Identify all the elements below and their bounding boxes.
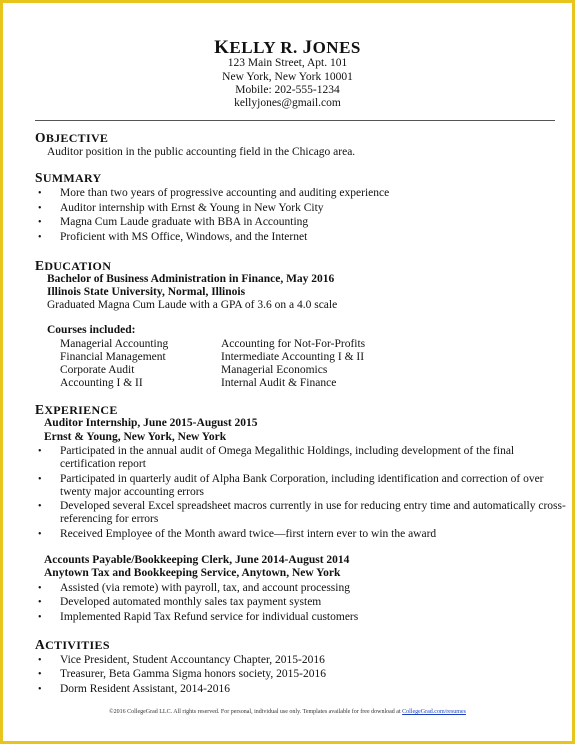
mobile: Mobile: 202-555-1234 <box>235 84 340 96</box>
job-title: Accounts Payable/Bookkeeping Clerk, June 2014-August 2014 <box>44 554 350 566</box>
summary-item: More than two years of progressive accounting and auditing experience <box>60 187 390 199</box>
school: Illinois State University, Normal, Illinois <box>47 286 246 298</box>
bullet: • <box>38 217 42 228</box>
courses-label: Courses included: <box>47 324 136 336</box>
address-line-2: New York, New York 10001 <box>222 71 353 83</box>
bullet: • <box>38 583 42 594</box>
objective-heading: OBJECTIVE <box>35 130 109 145</box>
bullet: • <box>38 188 42 199</box>
activity-item: Dorm Resident Assistant, 2014-2016 <box>60 683 230 695</box>
job-item: Participated in the annual audit of Omega Megalithic Holdings, including development of the final <box>60 445 515 457</box>
course: Managerial Accounting <box>60 338 169 350</box>
summary-item: Magna Cum Laude graduate with BBA in Accounting <box>60 216 309 228</box>
degree: Bachelor of Business Administration in Finance, May 2016 <box>47 273 335 285</box>
activity-item: Vice President, Student Accountancy Chapter, 2015-2016 <box>60 654 325 666</box>
course: Intermediate Accounting I & II <box>221 351 365 363</box>
summary-item: Proficient with MS Office, Windows, and the Internet <box>60 231 308 243</box>
bullet: • <box>38 232 42 243</box>
course: Managerial Economics <box>221 364 328 376</box>
bullet: • <box>38 203 42 214</box>
job-item: Participated in quarterly audit of Alpha Bank Corporation, including identification and correction of over <box>60 473 544 485</box>
bullet: • <box>38 597 42 608</box>
gpa: Graduated Magna Cum Laude with a GPA of 3.6 on a 4.0 scale <box>47 299 338 311</box>
bullet: • <box>38 474 42 485</box>
bullet: • <box>38 529 42 540</box>
course: Internal Audit & Finance <box>221 377 337 389</box>
course: Accounting for Not-For-Profits <box>221 338 366 350</box>
job-item-cont: certification report <box>60 458 146 470</box>
job-item: Assisted (via remote) with payroll, tax, and account processing <box>60 582 350 594</box>
job-company: Ernst & Young, New York, New York <box>44 431 227 443</box>
course: Corporate Audit <box>60 364 135 376</box>
course: Financial Management <box>60 351 166 363</box>
footer-link[interactable]: CollegeGrad.com/resumes <box>402 709 466 715</box>
bullet: • <box>38 612 42 623</box>
experience-heading: EXPERIENCE <box>35 402 118 417</box>
name-rest: ONES <box>312 38 361 57</box>
footer <box>0 709 575 715</box>
bullet: • <box>38 655 42 666</box>
bullet: • <box>38 501 42 512</box>
bullet: • <box>38 446 42 457</box>
bullet: • <box>38 669 42 680</box>
name-cap: K <box>214 37 230 58</box>
job-item: Implemented Rapid Tax Refund service for individual customers <box>60 611 359 623</box>
job-item-cont: twenty major accounting errors <box>60 486 205 498</box>
objective-text: Auditor position in the public accounting field in the Chicago area. <box>47 146 356 158</box>
bullet: • <box>38 684 42 695</box>
job-item: Received Employee of the Month award twice—first intern ever to win the award <box>60 528 437 540</box>
activity-item: Treasurer, Beta Gamma Sigma honors society, 2015-2016 <box>60 668 327 680</box>
name-cap: J <box>302 37 313 58</box>
header-divider <box>35 120 555 121</box>
footer-text: ©2016 CollegeGrad LLC. All rights reserved. For personal, individual use only. Templates available for free download at <box>109 709 403 715</box>
name-rest: ELLY R. <box>229 38 303 57</box>
activities-heading: ACTIVITIES <box>35 637 110 652</box>
job-item: Developed automated monthly sales tax payment system <box>60 596 322 608</box>
education-heading: EDUCATION <box>35 258 112 273</box>
job-item: Developed several Excel spreadsheet macros currently in use for reducing entry time and automatically cross- <box>60 500 566 512</box>
job-title: Auditor Internship, June 2015-August 2015 <box>44 417 258 429</box>
summary-item: Auditor internship with Ernst & Young in New York City <box>60 202 324 214</box>
address-line-1: 123 Main Street, Apt. 101 <box>227 57 348 69</box>
course: Accounting I & II <box>60 377 143 389</box>
job-item-cont: referencing for errors <box>60 513 159 525</box>
email: kellyjones@gmail.com <box>234 97 341 109</box>
summary-heading: SUMMARY <box>35 170 102 185</box>
job-company: Anytown Tax and Bookkeeping Service, Anytown, New York <box>44 567 341 579</box>
